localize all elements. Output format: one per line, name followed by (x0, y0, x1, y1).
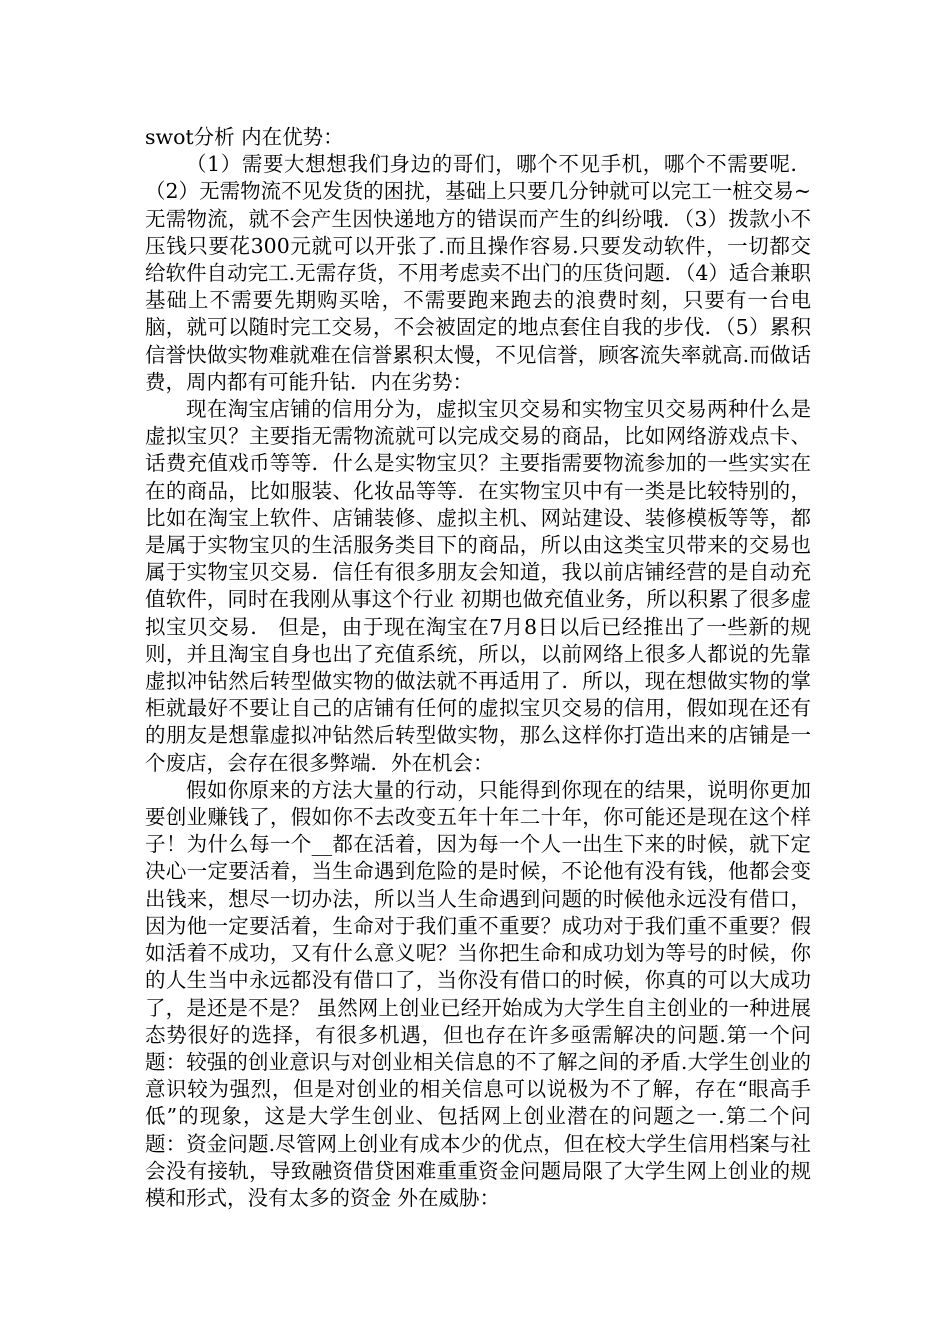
document-body (145, 124, 811, 1212)
section-heading: swot分析 内在优势： (145, 125, 344, 149)
paragraph-strengths: （1）需要大想想我们身边的哥们，哪个不见手机，哪个不需要呢．（2）无需物流不见发货的困扰，基础上只要几分钟就可以完工一桩交易~无需物流，就不会产生因快递地方的错误而产生的纠纷哦．（3）拨款小不压钱只要花300元就可以开张了.而且操作容易.只要发动软件，一切都交给软件自动完工.无需存货，不用考虑卖不出门的压货问题．（4）适合兼职基础上不需要先期购买啥，不需要跑来跑去的浪费时刻，只要有一台电脑，就可以随时完工交易，不会被固定的地点套住自我的步伐．（5）累积信誉快做实物难就难在信誉累积太慢，不见信誉，顾客流失率就高.而做话费，周内都有可能升钻．内在劣势： (145, 152, 811, 394)
paragraph-weaknesses: 现在淘宝店铺的信用分为，虚拟宝贝交易和实物宝贝交易两种什么是虚拟宝贝？主要指无需物流就可以完成交易的商品，比如网络游戏点卡、话费充值戏币等等．什么是实物宝贝？主要指需要物流参加的一些实实在在的商品，比如服装、化妆品等等．在实物宝贝中有一类是比较特别的，比如在淘宝上软件、店铺装修、虚拟主机、网站建设、装修模板等等，都是属于实物宝贝的生活服务类目下的商品，所以由这类宝贝带来的交易也属于实物宝贝交易．信任有很多朋友会知道，我以前店铺经营的是自动充值软件，同时在我刚从事这个行业 初期也做充值业务，所以积累了很多虚拟宝贝交易． 但是，由于现在淘宝在7月8日以后已经推出了一些新的规则，并且淘宝自身也出了充值系统，所以，以前网络上很多人都说的先靠虚拟冲钻然后转型做实物的做法就不再适用了．所以，现在想做实物的掌柜就最好不要让自己的店铺有任何的虚拟宝贝交易的信用，假如现在还有的朋友是想靠虚拟冲钻然后转型做实物，那么这样你打造出来的店铺是一个废店，会存在很多弊端．外在机会： (145, 397, 811, 775)
paragraph-opportunities: 假如你原来的方法大量的行动，只能得到你现在的结果，说明你更加要创业赚钱了，假如你不去改变五年十年二十年，你可能还是现在这个样子！为什么每一个__都在活着，因为每一个人一出生下来的时候，就下定决心一定要活着，当生命遇到危险的是时候，不论他有没有钱，他都会变出钱来，想尽一切办法，所以当人生命遇到问题的时候他永远没有借口，因为他一定要活着，生命对于我们重不重要？成功对于我们重不重要？假如活着不成功，又有什么意义呢？当你把生命和成功划为等号的时候，你的人生当中永远都没有借口了，当你没有借口的时候，你真的可以大成功了，是还是不是？ 虽然网上创业已经开始成为大学生自主创业的一种进展态势很好的选择，有很多机遇，但也存在许多亟需解决的问题.第一个问题：较强的创业意识与对创业相关信息的不了解之间的矛盾.大学生创业的意识较为强烈，但是对创业的相关信息可以说极为不了解，存在“眼高手低”的现象，这是大学生创业、包括网上创业潜在的问题之一.第二个问题：资金问题.尽管网上创业有成本少的优点，但在校大学生信用档案与社会没有接轨，导致融资借贷困难重重资金问题局限了大学生网上创业的规模和形式，没有太多的资金 外在威胁： (145, 777, 811, 1210)
